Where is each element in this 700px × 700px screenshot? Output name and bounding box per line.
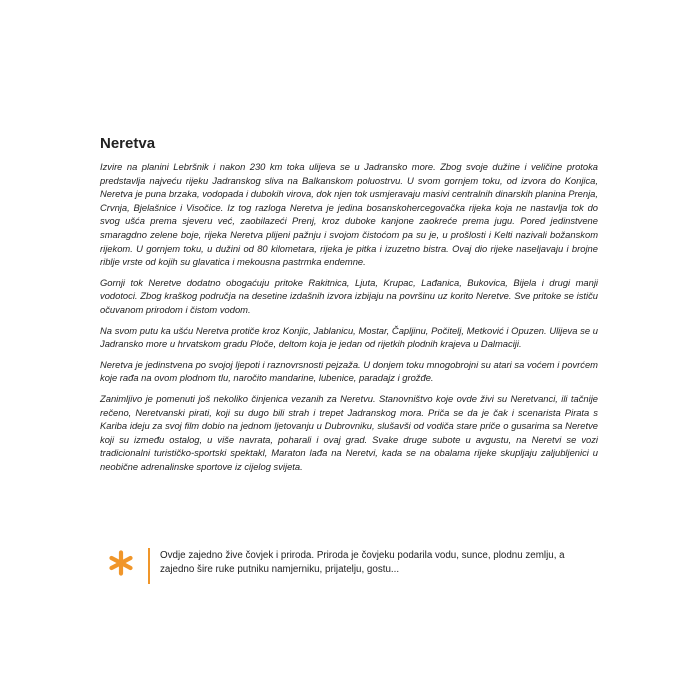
article (100, 135, 598, 575)
paragraph-route: Na svom putu ka ušću Neretva protiče kroz Konjic, Jablanicu, Mostar, Čapljinu, Počitelj, Metković i Opuzen. Ulijeva se u Jadransko more u hrvatskom gradu Ploče, deltom koja je jedan od rijetkih plodnih krajeva u Dalmaciji. (100, 324, 598, 350)
paragraph-intro: Izvire na planini Lebršnik i nakon 230 km toka ulijeva se u Jadransko more. Zbog svoje dužine i veličine protoka predstavlja najveću rijeku Jadranskog sliva na Balkanskom poluostrvu. U svom gornjem toku, od izvora do Konjica, Neretva je puna brzaka, vodopada i dubokih virova, dok njen tok usmjeravaju masivi centralnih dinarskih planina Prenja, Crvnja, Bjelašnice i Visočice. Iz tog razloga Neretva je jedina bosanskohercegovačka rijeka koja ne nastavlja tok do svog ušća prema sjeveru već, zaobilazeći Prenj, kroz duboke kanjone zaokreće prema jugu. Pored jedinstvene smaragdno zelene boje, rijeka Neretva plijeni pažnju i svojom čistoćom pa su je, u prošlosti i Kelti nazivali božanskom rijekom. U gornjem toku, u dužini od 80 kilometara, rijeka je pitka i izuzetno bistra. Ovaj dio rijeke naseljavaju i brojne riblje vrste od kojih su glavatica i mekousna pastrmka endemne. (100, 161, 598, 268)
page-title: Neretva (100, 135, 156, 152)
paragraph-landscape: Neretva je jedinstvena po svojoj ljepoti i raznovrsnosti pejzaža. U donjem toku mnogobrojni su atari sa voćem i povrćem koje rađa na ovom plodnom tlu, naročito mandarine, lubenice, paradajz i grožđe. (100, 358, 598, 384)
callout-divider (148, 548, 150, 584)
callout-note (100, 548, 598, 588)
asterisk-icon (108, 550, 134, 576)
paragraph-tributaries: Gornji tok Neretve dodatno obogaćuju pritoke Rakitnica, Ljuta, Krupac, Lađanica, Bukovica, Bijela i drugi manji vodotoci. Zbog kraškog područja na desetine izdašnih izvora izbijaju na površinu uz korito Neretve. Sve pritoke se ističu očuvanom prirodom i čistom vodom. (100, 276, 598, 315)
callout-text: Ovdje zajedno žive čovjek i priroda. Priroda je čovjeku podarila vodu, sunce, plodnu zemlju, a zajedno šire ruke putniku namjerniku, prijatelju, gostu... (160, 550, 565, 575)
paragraph-facts: Zanimljivo je pomenuti još nekoliko činjenica vezanih za Neretvu. Stanovništvo koje ovde živi su Neretvanci, ili tačnije rečeno, Neretvanski pirati, koji su dugo bili strah i trepet Jadranskog mora. Priča se da je čak i scenarista Pirata s Kariba ideju za svoj film dobio na jednom ljetovanju u Dubrovniku, slušavši od vodiča stare priče o gusarima sa Neretve koji su između ostalog, u više navrata, poharali i ovaj grad. Svake druge subote u avgustu, na Neretvi se vozi tradicionalni turističko-sportski spektakl, Maraton lađa na Neretvi, kada se na obalama rijeke skupljaju zaljubljenici u neobične adrenalinske sportove iz cijelog svijeta. (100, 392, 598, 472)
